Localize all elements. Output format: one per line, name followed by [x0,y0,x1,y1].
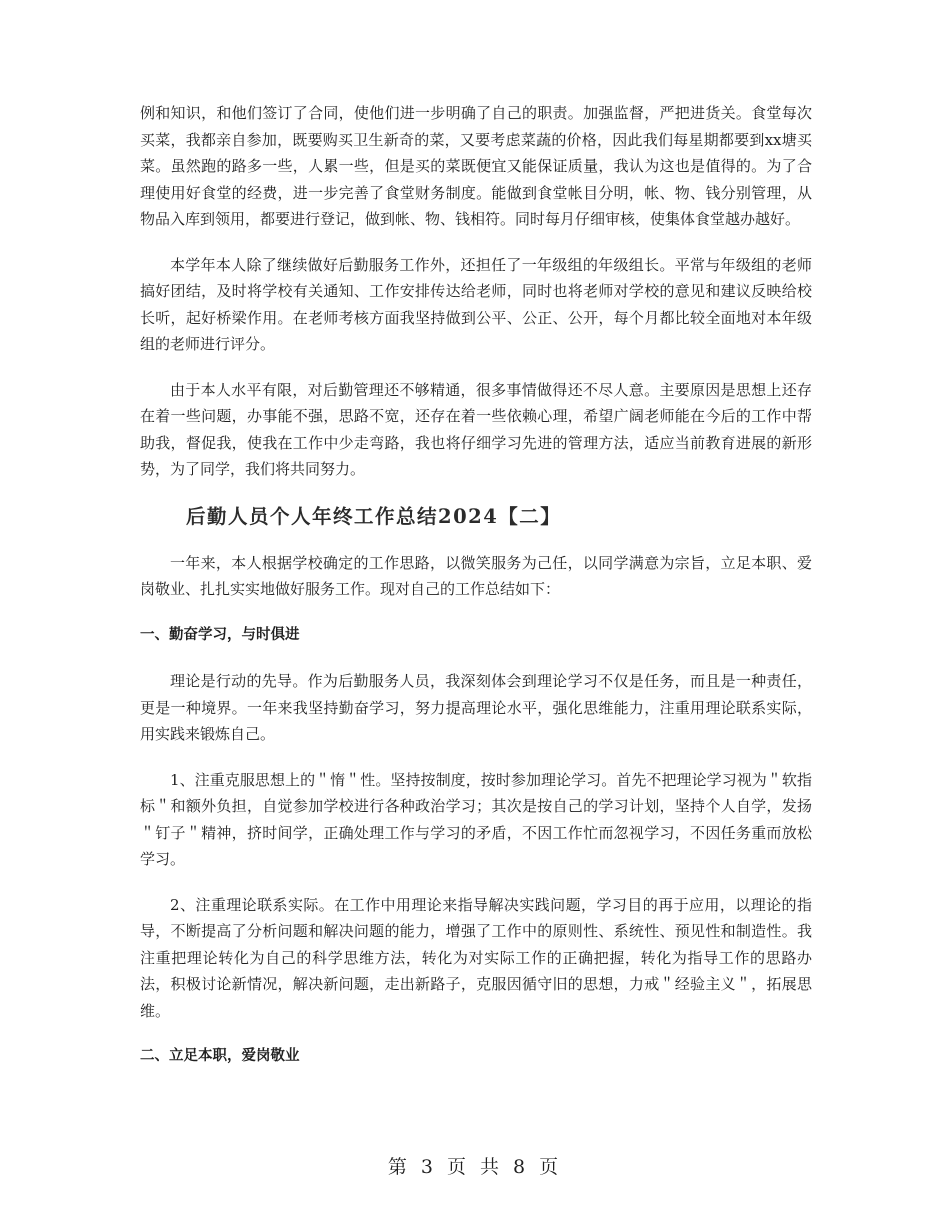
paragraph-intro: 一年来，本人根据学校确定的工作思路，以微笑服务为己任，以同学满意为宗旨，立足本职、爱岗敬业、扎扎实实地做好服务工作。现对自己的工作总结如下： [140,553,812,598]
paragraph-grade-leader: 本学年本人除了继续做好后勤服务工作外，还担任了一年级组的年级组长。平常与年级组的老师搞好团结，及时将学校有关通知、工作安排传达给老师，同时也将老师对学校的意见和建议反映给校长听，起好桥梁作用。在老师考核方面我坚持做到公平、公正、公开，每个月都比较全面地对本年级组的老师进行评分。 [140,255,812,353]
document-body [140,100,812,1090]
paragraph-self-assessment: 由于本人水平有限，对后勤管理还不够精通，很多事情做得还不尽人意。主要原因是思想上还存在着一些问题，办事能不强，思路不宽，还存在着一些依赖心理，希望广阔老师能在今后的工作中帮助我，督促我，使我在工作中少走弯路，我也将仔细学习先进的管理方法，适应当前教育进展的新形势，为了同学，我们将共同努力。 [140,380,812,478]
paragraph-continued: 例和知识，和他们签订了合同，使他们进一步明确了自己的职责。加强监督，严把进货关。食堂每次买菜，我都亲自参加，既要购买卫生新奇的菜，又要考虑菜蔬的价格，因此我们每星期都要到xx塘买菜。虽然跑的路多一些，人累一些，但是买的菜既便宜又能保证质量，我认为这也是值得的。为了合理使用好食堂的经费，进一步完善了食堂财务制度。能做到食堂帐目分明，帐、物、钱分别管理，从物品入库到领用，都要进行登记，做到帐、物、钱相符。同时每月仔细审核，使集体食堂越办越好。 [140,104,812,228]
heading-dedication: 二、立足本职，爱岗敬业 [140,1048,300,1064]
page-number: 第 3 页 共 8 页 [387,1156,563,1178]
heading-study: 一、勤奋学习，与时俱进 [140,626,300,643]
section-title: 后勤人员个人年终工作总结2024【二】 [186,504,562,528]
paragraph-point-2: 2、注重理论联系实际。在工作中用理论来指导解决实践问题，学习目的再于应用，以理论的指导，不断提高了分析问题和解决问题的能力，增强了工作中的原则性、系统性、预见性和制造性。我注重把理论转化为自己的科学思维方法，转化为对实际工作的正确把握，转化为指导工作的思路办法，积极讨论新情况，解决新问题，走出新路子，克服因循守旧的思想，力戒＂经验主义＂，拓展思维。 [140,895,812,1020]
paragraph-theory: 理论是行动的先导。作为后勤服务人员，我深刻体会到理论学习不仅是任务，而且是一种责任，更是一种境界。一年来我坚持勤奋学习，努力提高理论水平，强化思维能力，注重用理论联系实际，用实践来锻炼自己。 [140,672,812,743]
paragraph-point-1: 1、注重克服思想上的＂惰＂性。坚持按制度，按时参加理论学习。首先不把理论学习视为＂软指标＂和额外负担，自觉参加学校进行各种政治学习；其次是按自己的学习计划，坚持个人自学，发扬＂钉子＂精神，挤时间学，正确处理工作与学习的矛盾，不因工作忙而忽视学习，不因任务重而放松学习。 [140,770,812,868]
